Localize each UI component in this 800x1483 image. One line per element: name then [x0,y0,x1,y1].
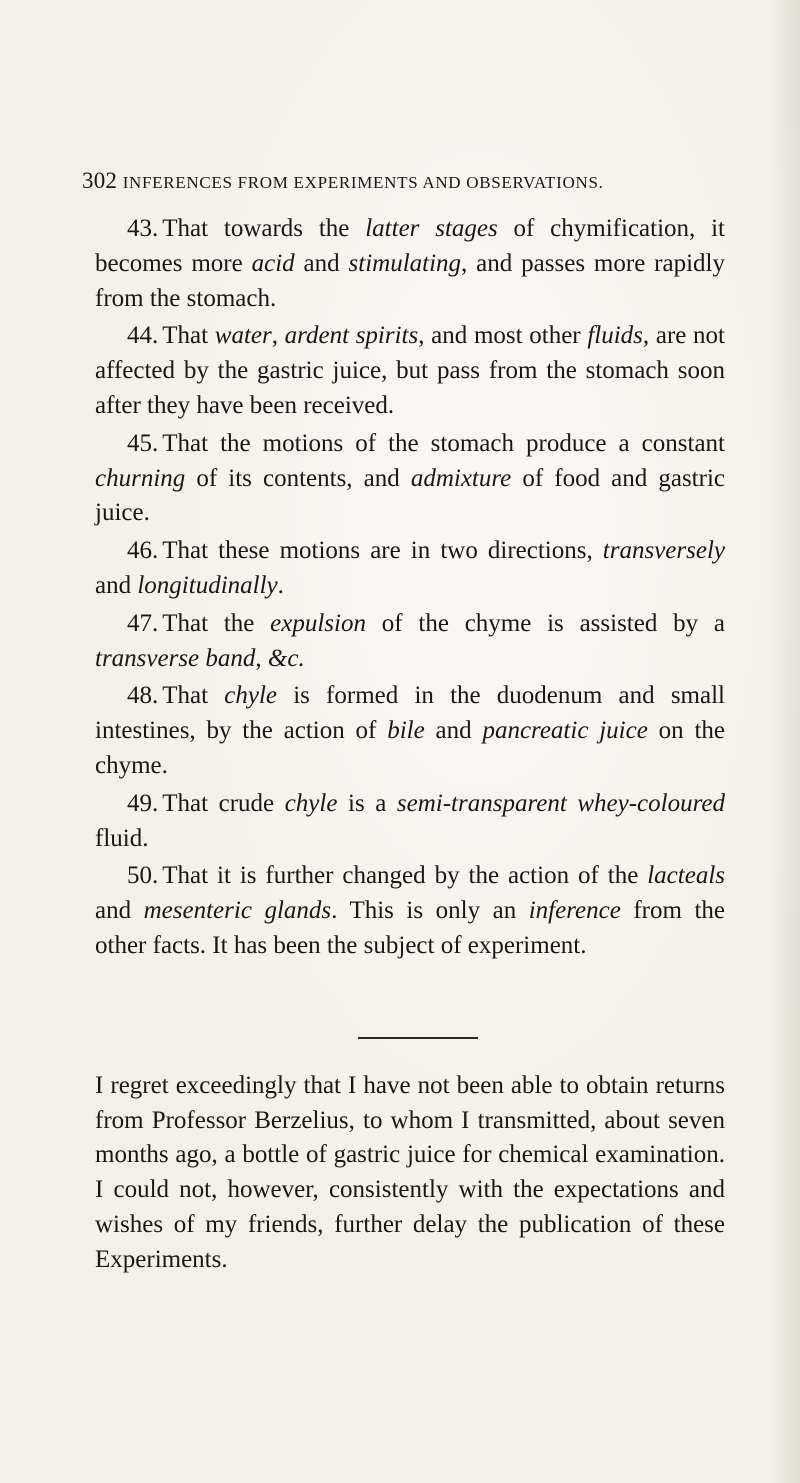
text-run: , [255,644,268,672]
text-run: That the motions of the stomach produce a constant [162,429,725,457]
italic-run: fluids [587,322,643,350]
inference-item [95,607,725,677]
inference-item [95,212,725,316]
text-run: That [162,322,215,350]
italic-run: ardent spirits [284,322,419,350]
italic-run: admixture [410,464,512,492]
text-run: of chymification, it becomes more [95,215,725,277]
inference-item [95,787,725,857]
section-divider [358,1037,478,1039]
text-run: is a [337,789,397,817]
text-run: That towards the [162,215,366,242]
text-run: and [294,249,349,277]
italic-run: inference [528,897,621,925]
inference-item [95,427,725,531]
text-run: on the chyme. [95,717,725,779]
inference-item [95,679,725,783]
text-run: and [424,717,483,745]
text-run: and [95,897,144,925]
text-run: , [271,322,285,350]
text-run: That [162,682,225,710]
item-number: 45. [127,429,159,457]
italic-run: stimulating [348,249,462,277]
text-run: fluid. [95,824,149,852]
inference-item [95,534,725,604]
item-number: 46. [127,537,159,565]
italic-run: churning [95,464,186,492]
inference-list [95,212,725,964]
text-run: from the other facts. It has been the subject of experiment. [95,897,725,959]
page-content [82,166,725,1278]
text-run: , and most other [418,322,588,350]
running-head [82,166,725,198]
text-run: . [277,571,284,599]
italic-run: water [214,322,272,350]
italic-run: latter stages [365,215,498,242]
text-run: of the chyme is assisted by a [366,609,725,637]
italic-run: pancreatic juice [482,717,648,745]
text-run: That crude [162,789,285,817]
italic-run: chyle [224,682,277,710]
italic-run: lacteals [647,862,725,890]
text-run: , and passes more rapidly from the stomach. [95,249,725,312]
item-number: 47. [127,609,159,637]
italic-run: bile [387,717,425,745]
running-title: INFERENCES FROM EXPERIMENTS AND OBSERVATIONS. [122,173,604,192]
item-number: 48. [127,682,159,710]
item-number: 44. [127,322,159,350]
inference-item [95,319,725,423]
italic-run: chyle [284,789,338,817]
italic-run: semi-transparent whey-coloured [396,789,725,817]
text-run: That these motions are in two directions, [162,537,603,565]
text-run: , are not affected by the gastric juice, but pass from the stomach soon after they have been received. [95,322,725,419]
italic-run: &c. [267,644,305,672]
item-number: 49. [127,789,159,817]
item-number: 43. [127,215,159,242]
text-run: is formed in the duodenum and small intestines, by the action of [95,682,725,745]
italic-run: transverse band [95,644,256,672]
italic-run: acid [251,249,295,277]
text-run: That it is further changed by the action of the [162,862,648,890]
page-number: 302 [82,168,118,193]
text-run: of food and gastric juice. [95,464,725,527]
item-number: 50. [127,862,159,890]
closing-note: I regret exceedingly that I have not been able to obtain returns from Professor Berzelius, to whom I transmitted, about seven months ago, a bottle of gastric juice for chemical examination. I could not, however, consistently with the expectations and wishes of my friends, further delay the publication of these Experiments. [95,1071,725,1273]
italic-run: mesenteric glands [143,897,332,925]
inference-item [95,859,725,963]
italic-run: expulsion [270,609,366,637]
text-run: . This is only an [331,897,529,925]
text-run: of its contents, and [185,464,411,492]
text-run: and [95,571,138,599]
text-run: That the [162,609,271,637]
italic-run: transversely [602,537,725,565]
italic-run: longitudinally [137,571,278,599]
